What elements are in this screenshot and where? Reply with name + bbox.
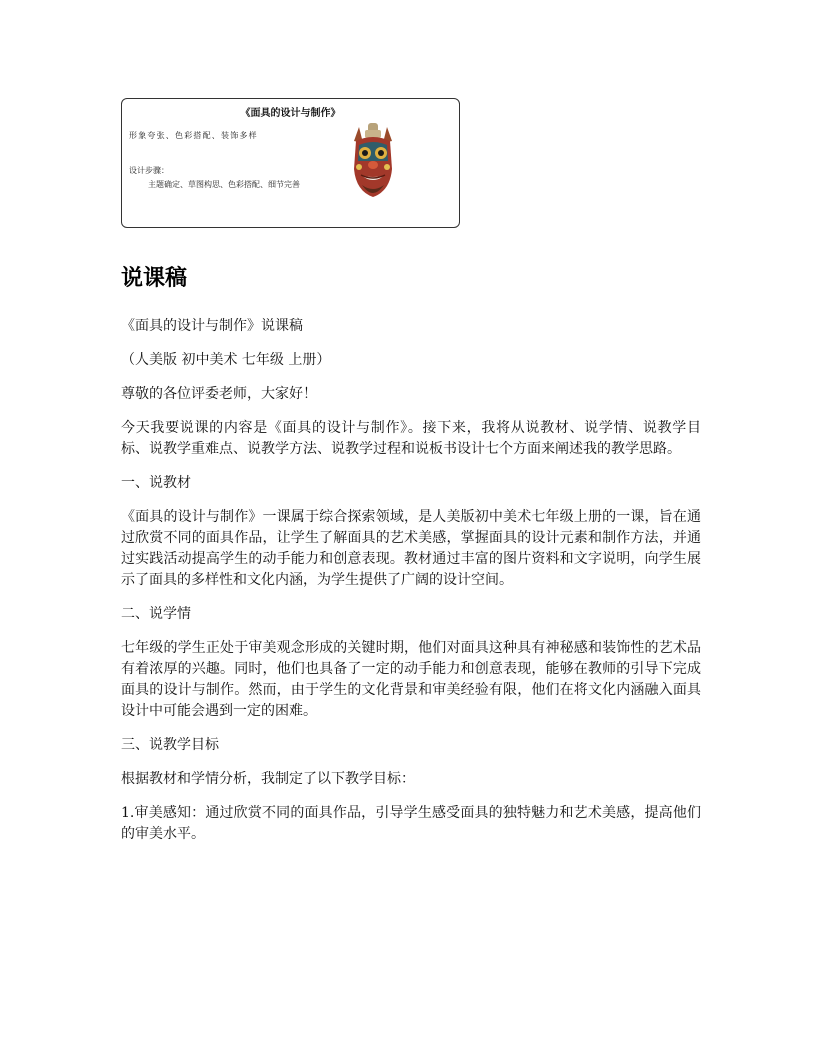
goals-intro: 根据教材和学情分析，我制定了以下教学目标： [121, 771, 415, 787]
edition-line: （人美版 初中美术 七年级 上册） [121, 352, 331, 368]
greeting: 尊敬的各位评委老师，大家好！ [121, 386, 317, 402]
card-steps-label: 设计步骤： [129, 166, 169, 175]
doc-title-line: 《面具的设计与制作》说课稿 [121, 318, 303, 334]
textbook-paragraph: 《面具的设计与制作》一课属于综合探索领域，是人美版初中美术七年级上册的一课，旨在通过欣赏不同的面具作品，让学生了解面具的艺术美感，掌握面具的设计元素和制作方法，并通过实践活动提高学生的动手能力和创意表现。教材通过丰富的图片资料和文字说明，向学生展示了面具的多样性和文化内涵，为学生提供了广阔的设计空间。 [121, 509, 701, 588]
section-heading-goals: 三、说教学目标 [121, 737, 219, 753]
goal-item-1: 1.审美感知：通过欣赏不同的面具作品，引导学生感受面具的独特魅力和艺术美感，提高他们的审美水平。 [121, 805, 701, 842]
document-body [121, 316, 701, 858]
students-paragraph: 七年级的学生正处于审美观念形成的关键时期，他们对面具这种具有神秘感和装饰性的艺术品有着浓厚的兴趣。同时，他们也具备了一定的动手能力和创意表现，能够在教师的引导下完成面具的设计与制作。然而，由于学生的文化背景和审美经验有限，他们在将文化内涵融入面具设计中可能会遇到一定的困难。 [121, 640, 701, 719]
intro-paragraph: 今天我要说课的内容是《面具的设计与制作》。接下来，我将从说教材、说学情、说教学目标、说教学重难点、说教学方法、说教学过程和说板书设计七个方面来阐述我的教学思路。 [121, 420, 701, 457]
lesson-card [121, 98, 460, 228]
card-features: 形象夸张、色彩搭配、装饰多样 [129, 131, 258, 140]
section-heading-textbook: 一、说教材 [121, 475, 191, 491]
card-title: 《面具的设计与制作》 [240, 108, 341, 119]
card-steps: 主题确定、草图构思、色彩搭配、细节完善 [148, 180, 300, 189]
page-title: 说课稿 [121, 266, 188, 291]
section-heading-students: 二、说学情 [121, 606, 191, 622]
mask-image [350, 121, 396, 201]
